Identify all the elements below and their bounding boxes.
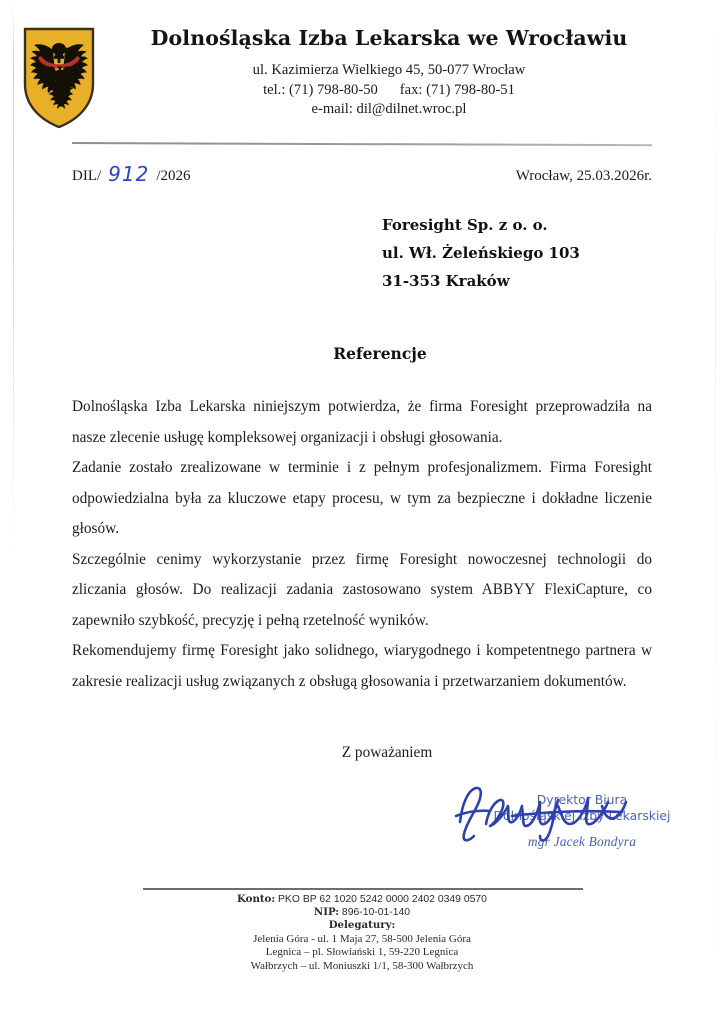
- bank-account-label: Konto:: [237, 893, 276, 905]
- reference-row: [72, 161, 652, 185]
- delegatury-heading: [0, 919, 724, 932]
- dil-coat-of-arms-icon: [22, 26, 96, 130]
- place-and-date: Wrocław, 25.03.2026r.: [515, 168, 652, 184]
- email-line: e-mail: dil@dilnet.wroc.pl: [311, 101, 467, 117]
- svg-text:DIL: DIL: [44, 65, 74, 81]
- nip-value: 896-10-01-140: [341, 907, 411, 919]
- document-title: Referencje: [333, 344, 427, 363]
- addressee-company: Foresight Sp. z o. o.: [382, 216, 548, 234]
- stamp-role-line: Dyrektor Biura: [536, 792, 628, 807]
- stamp-organization-line: Dolnośląskiej Izby Lekarskiej: [493, 807, 671, 823]
- telephone-label: tel.: (71) 798-80-50: [263, 81, 378, 98]
- footer-divider: [143, 888, 583, 890]
- closing-salutation: Z poważaniem: [341, 744, 433, 761]
- letterhead-text: [118, 22, 724, 120]
- delegatura-item: Legnica – pl. Słowiański 1, 59-220 Legnica: [265, 946, 459, 959]
- delegatura-item: Jelenia Góra - ul. 1 Maja 27, 58-500 Jelenia Góra: [253, 932, 471, 945]
- reference-suffix: /2026: [156, 168, 191, 184]
- body-paragraph: Dolnośląska Izba Lekarska niniejszym potwierdza, że firma Foresight przeprowadziła na nasze zlecenie usługę kompleksowej organizacji i obsługi głosowania.: [72, 398, 652, 446]
- organization-contact: [118, 61, 660, 120]
- nip-label: NIP:: [313, 906, 340, 919]
- header-divider: [72, 142, 652, 146]
- bank-account-line: [0, 893, 724, 906]
- nip-line: [0, 906, 724, 919]
- address-line: ul. Kazimierza Wielkiego 45, 50-077 Wrocław: [252, 62, 526, 78]
- reference-number: [72, 161, 191, 185]
- letter-body: [72, 392, 652, 697]
- body-paragraph: Zadanie zostało zrealizowane w terminie i z pełnym profesjonalizmem. Firma Foresight odpowiedzialna była za kluczowe etapy procesu, w tym za bezpieczne i dokładne liczenie głosów.: [72, 459, 652, 537]
- addressee-city: 31-353 Kraków: [382, 272, 510, 290]
- organization-name: Dolnośląska Izba Lekarska we Wrocławiu: [150, 26, 628, 50]
- reference-prefix: DIL/: [72, 168, 102, 184]
- bank-account-value: PKO BP 62 1020 5242 0000 2402 0349 0570: [278, 894, 487, 905]
- body-paragraph: Rekomendujemy firmę Foresight jako solidnego, wiarygodnego i kompetentnego partnera w zakresie realizacji usług związanych z obsługą głosowania i przetwarzaniem dokumentów.: [72, 642, 652, 690]
- stamp-person-name: mgr Jacek Bondyra: [527, 834, 637, 849]
- delegatury-label: Delegatury:: [328, 919, 396, 932]
- official-stamp: [482, 792, 682, 850]
- letter-footer: [0, 893, 724, 973]
- crest-container: [0, 22, 118, 130]
- addressee-street: ul. Wł. Żeleńskiego 103: [382, 244, 580, 262]
- scan-edge-artifact-right: [715, 0, 716, 1024]
- fax-label: fax: (71) 798-80-51: [399, 81, 515, 98]
- letterhead: [0, 22, 724, 130]
- handwritten-reference-number: 912: [108, 162, 150, 186]
- body-paragraph: Szczególnie cenimy wykorzystanie przez firmę Foresight nowoczesnej technologii do zliczania głosów. Do realizacji zadania zastosowano system ABBYY FlexiCapture, co zapewniło szybkość, precyzję i pełną rzetelność wyników.: [72, 550, 652, 629]
- signature-block: [452, 786, 682, 876]
- delegatura-item: Wałbrzych – ul. Moniuszki 1/1, 58-300 Wałbrzych: [250, 959, 474, 972]
- telephone-line: [118, 81, 660, 101]
- addressee-block: [382, 211, 580, 295]
